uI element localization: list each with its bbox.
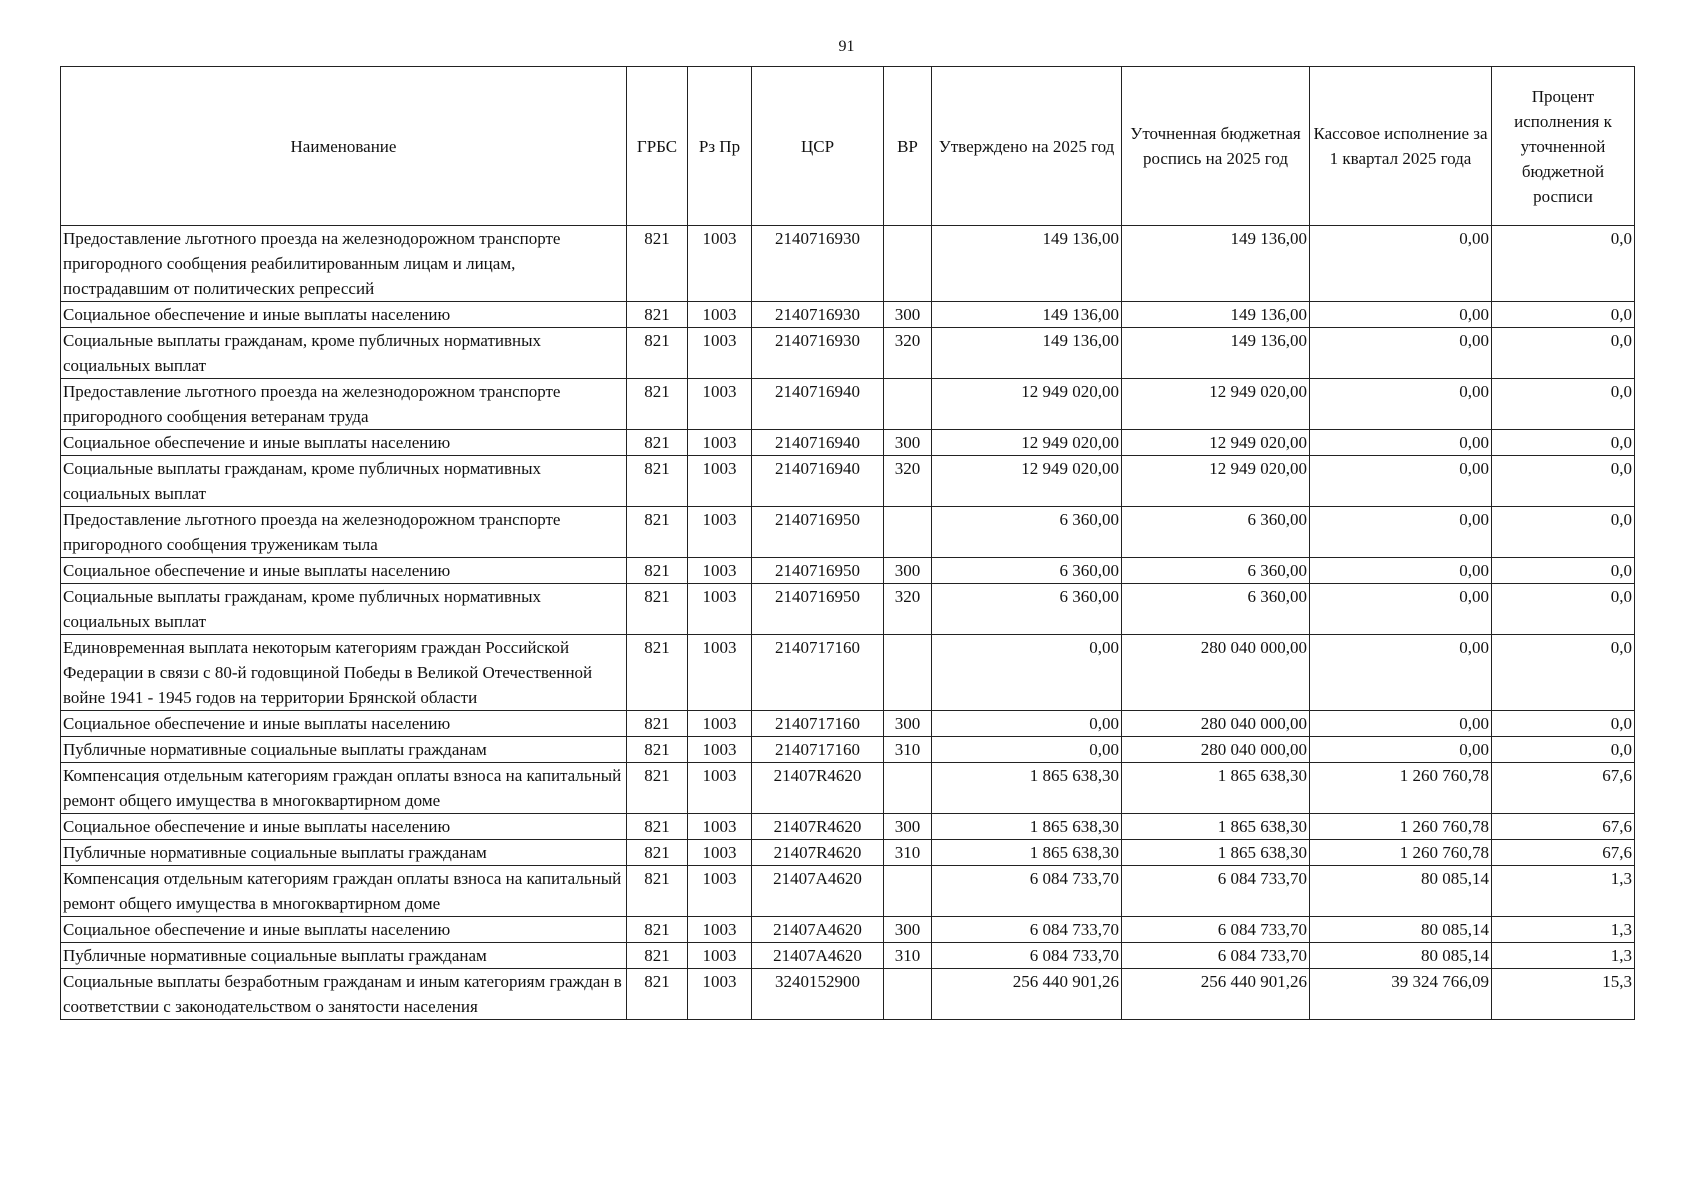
cell-percent: 0,0 xyxy=(1492,711,1635,737)
cell-grbs: 821 xyxy=(627,969,688,1020)
cell-cash: 0,00 xyxy=(1310,379,1492,430)
cell-vr: 300 xyxy=(884,917,932,943)
cell-approved: 1 865 638,30 xyxy=(932,840,1122,866)
cell-grbs: 821 xyxy=(627,379,688,430)
header-cash: Кассовое исполнение за 1 квартал 2025 года xyxy=(1310,67,1492,226)
cell-approved: 0,00 xyxy=(932,737,1122,763)
cell-cash: 80 085,14 xyxy=(1310,943,1492,969)
cell-vr xyxy=(884,866,932,917)
cell-refined: 149 136,00 xyxy=(1122,226,1310,302)
cell-rzpr: 1003 xyxy=(688,379,752,430)
cell-vr: 300 xyxy=(884,558,932,584)
cell-csr: 2140716930 xyxy=(752,302,884,328)
cell-vr: 310 xyxy=(884,737,932,763)
table-row xyxy=(61,302,1635,328)
cell-rzpr: 1003 xyxy=(688,917,752,943)
cell-csr: 2140716950 xyxy=(752,507,884,558)
cell-rzpr: 1003 xyxy=(688,969,752,1020)
table-row xyxy=(61,814,1635,840)
cell-approved: 6 360,00 xyxy=(932,558,1122,584)
cell-percent: 1,3 xyxy=(1492,943,1635,969)
cell-rzpr: 1003 xyxy=(688,763,752,814)
cell-csr: 21407R4620 xyxy=(752,814,884,840)
table-row xyxy=(61,635,1635,711)
cell-percent: 67,6 xyxy=(1492,814,1635,840)
cell-cash: 1 260 760,78 xyxy=(1310,840,1492,866)
cell-refined: 6 084 733,70 xyxy=(1122,943,1310,969)
cell-name: Социальные выплаты безработным гражданам и иным категориям граждан в соответствии с законодательством о занятости населения xyxy=(61,969,627,1020)
cell-rzpr: 1003 xyxy=(688,943,752,969)
cell-rzpr: 1003 xyxy=(688,711,752,737)
cell-refined: 280 040 000,00 xyxy=(1122,711,1310,737)
cell-csr: 3240152900 xyxy=(752,969,884,1020)
cell-grbs: 821 xyxy=(627,840,688,866)
page-number: 91 xyxy=(838,38,855,55)
cell-vr: 300 xyxy=(884,430,932,456)
cell-vr: 310 xyxy=(884,840,932,866)
cell-refined: 6 360,00 xyxy=(1122,507,1310,558)
cell-cash: 0,00 xyxy=(1310,737,1492,763)
cell-percent: 0,0 xyxy=(1492,456,1635,507)
cell-refined: 1 865 638,30 xyxy=(1122,763,1310,814)
cell-name: Единовременная выплата некоторым категориям граждан Российской Федерации в связи с 80-й годовщиной Победы в Великой Отечественной войне 1941 - 1945 годов на территории Брянской области xyxy=(61,635,627,711)
table-row xyxy=(61,969,1635,1020)
cell-grbs: 821 xyxy=(627,763,688,814)
cell-cash: 0,00 xyxy=(1310,711,1492,737)
cell-grbs: 821 xyxy=(627,226,688,302)
table-row xyxy=(61,763,1635,814)
cell-percent: 0,0 xyxy=(1492,558,1635,584)
cell-rzpr: 1003 xyxy=(688,456,752,507)
table-row xyxy=(61,226,1635,302)
cell-cash: 0,00 xyxy=(1310,635,1492,711)
cell-vr: 320 xyxy=(884,328,932,379)
cell-name: Предоставление льготного проезда на железнодорожном транспорте пригородного сообщения труженикам тыла xyxy=(61,507,627,558)
cell-percent: 0,0 xyxy=(1492,379,1635,430)
table-row xyxy=(61,507,1635,558)
header-approved: Утверждено на 2025 год xyxy=(932,67,1122,226)
header-percent: Процент исполнения к уточненной бюджетной росписи xyxy=(1492,67,1635,226)
cell-cash: 39 324 766,09 xyxy=(1310,969,1492,1020)
cell-name: Предоставление льготного проезда на железнодорожном транспорте пригородного сообщения реабилитированным лицам и лицам, пострадавшим от политических репрессий xyxy=(61,226,627,302)
cell-refined: 6 360,00 xyxy=(1122,584,1310,635)
cell-rzpr: 1003 xyxy=(688,302,752,328)
cell-cash: 80 085,14 xyxy=(1310,917,1492,943)
cell-csr: 2140716930 xyxy=(752,328,884,379)
cell-approved: 149 136,00 xyxy=(932,328,1122,379)
cell-csr: 21407A4620 xyxy=(752,943,884,969)
cell-vr xyxy=(884,969,932,1020)
cell-csr: 21407A4620 xyxy=(752,917,884,943)
cell-approved: 1 865 638,30 xyxy=(932,763,1122,814)
cell-name: Социальное обеспечение и иные выплаты населению xyxy=(61,302,627,328)
cell-cash: 0,00 xyxy=(1310,430,1492,456)
cell-refined: 149 136,00 xyxy=(1122,302,1310,328)
cell-cash: 0,00 xyxy=(1310,456,1492,507)
cell-rzpr: 1003 xyxy=(688,507,752,558)
cell-name: Социальные выплаты гражданам, кроме публичных нормативных социальных выплат xyxy=(61,584,627,635)
cell-name: Социальное обеспечение и иные выплаты населению xyxy=(61,711,627,737)
table-row xyxy=(61,379,1635,430)
cell-approved: 256 440 901,26 xyxy=(932,969,1122,1020)
header-rzpr: Рз Пр xyxy=(688,67,752,226)
cell-approved: 12 949 020,00 xyxy=(932,430,1122,456)
cell-csr: 2140716930 xyxy=(752,226,884,302)
cell-refined: 280 040 000,00 xyxy=(1122,737,1310,763)
cell-rzpr: 1003 xyxy=(688,226,752,302)
cell-grbs: 821 xyxy=(627,558,688,584)
cell-vr xyxy=(884,379,932,430)
cell-percent: 0,0 xyxy=(1492,584,1635,635)
cell-approved: 6 084 733,70 xyxy=(932,943,1122,969)
cell-cash: 0,00 xyxy=(1310,558,1492,584)
cell-refined: 6 084 733,70 xyxy=(1122,866,1310,917)
cell-csr: 2140716940 xyxy=(752,430,884,456)
cell-vr: 320 xyxy=(884,584,932,635)
cell-name: Социальное обеспечение и иные выплаты населению xyxy=(61,917,627,943)
cell-name: Публичные нормативные социальные выплаты гражданам xyxy=(61,840,627,866)
table-row xyxy=(61,866,1635,917)
cell-approved: 12 949 020,00 xyxy=(932,456,1122,507)
cell-refined: 6 360,00 xyxy=(1122,558,1310,584)
cell-rzpr: 1003 xyxy=(688,840,752,866)
cell-grbs: 821 xyxy=(627,737,688,763)
cell-grbs: 821 xyxy=(627,814,688,840)
table-row xyxy=(61,558,1635,584)
cell-refined: 12 949 020,00 xyxy=(1122,379,1310,430)
cell-rzpr: 1003 xyxy=(688,430,752,456)
cell-approved: 12 949 020,00 xyxy=(932,379,1122,430)
cell-percent: 0,0 xyxy=(1492,328,1635,379)
cell-refined: 1 865 638,30 xyxy=(1122,840,1310,866)
cell-rzpr: 1003 xyxy=(688,866,752,917)
header-name: Наименование xyxy=(61,67,627,226)
cell-refined: 12 949 020,00 xyxy=(1122,456,1310,507)
cell-approved: 0,00 xyxy=(932,635,1122,711)
cell-name: Публичные нормативные социальные выплаты гражданам xyxy=(61,737,627,763)
cell-vr xyxy=(884,635,932,711)
budget-table xyxy=(60,66,1635,1020)
cell-csr: 21407R4620 xyxy=(752,840,884,866)
cell-csr: 2140716940 xyxy=(752,456,884,507)
cell-cash: 0,00 xyxy=(1310,226,1492,302)
table-row xyxy=(61,328,1635,379)
cell-csr: 21407R4620 xyxy=(752,763,884,814)
cell-cash: 1 260 760,78 xyxy=(1310,763,1492,814)
cell-csr: 2140717160 xyxy=(752,711,884,737)
cell-percent: 0,0 xyxy=(1492,302,1635,328)
cell-approved: 1 865 638,30 xyxy=(932,814,1122,840)
cell-refined: 12 949 020,00 xyxy=(1122,430,1310,456)
cell-vr: 300 xyxy=(884,302,932,328)
cell-rzpr: 1003 xyxy=(688,635,752,711)
cell-csr: 2140716940 xyxy=(752,379,884,430)
cell-cash: 80 085,14 xyxy=(1310,866,1492,917)
cell-grbs: 821 xyxy=(627,866,688,917)
table-row xyxy=(61,943,1635,969)
cell-percent: 0,0 xyxy=(1492,430,1635,456)
cell-rzpr: 1003 xyxy=(688,584,752,635)
cell-grbs: 821 xyxy=(627,507,688,558)
cell-name: Предоставление льготного проезда на железнодорожном транспорте пригородного сообщения ветеранам труда xyxy=(61,379,627,430)
cell-grbs: 821 xyxy=(627,635,688,711)
cell-name: Публичные нормативные социальные выплаты гражданам xyxy=(61,943,627,969)
cell-cash: 1 260 760,78 xyxy=(1310,814,1492,840)
table-row xyxy=(61,456,1635,507)
cell-vr: 310 xyxy=(884,943,932,969)
cell-percent: 0,0 xyxy=(1492,737,1635,763)
cell-percent: 0,0 xyxy=(1492,635,1635,711)
cell-vr xyxy=(884,763,932,814)
cell-rzpr: 1003 xyxy=(688,328,752,379)
cell-grbs: 821 xyxy=(627,943,688,969)
cell-name: Социальное обеспечение и иные выплаты населению xyxy=(61,430,627,456)
cell-percent: 0,0 xyxy=(1492,226,1635,302)
cell-vr: 300 xyxy=(884,711,932,737)
cell-rzpr: 1003 xyxy=(688,558,752,584)
table-header xyxy=(61,67,1635,226)
cell-grbs: 821 xyxy=(627,302,688,328)
header-refined: Уточненная бюджетная роспись на 2025 год xyxy=(1122,67,1310,226)
cell-percent: 0,0 xyxy=(1492,507,1635,558)
table-row xyxy=(61,711,1635,737)
cell-grbs: 821 xyxy=(627,328,688,379)
cell-approved: 6 360,00 xyxy=(932,584,1122,635)
cell-percent: 1,3 xyxy=(1492,917,1635,943)
cell-grbs: 821 xyxy=(627,584,688,635)
cell-name: Социальное обеспечение и иные выплаты населению xyxy=(61,814,627,840)
cell-rzpr: 1003 xyxy=(688,737,752,763)
cell-vr: 300 xyxy=(884,814,932,840)
cell-name: Компенсация отдельным категориям граждан оплаты взноса на капитальный ремонт общего имущества в многоквартирном доме xyxy=(61,763,627,814)
cell-csr: 2140717160 xyxy=(752,635,884,711)
cell-csr: 2140717160 xyxy=(752,737,884,763)
cell-approved: 149 136,00 xyxy=(932,302,1122,328)
table-row xyxy=(61,917,1635,943)
cell-vr: 320 xyxy=(884,456,932,507)
cell-percent: 1,3 xyxy=(1492,866,1635,917)
cell-cash: 0,00 xyxy=(1310,302,1492,328)
cell-refined: 256 440 901,26 xyxy=(1122,969,1310,1020)
table-row xyxy=(61,737,1635,763)
header-csr: ЦСР xyxy=(752,67,884,226)
cell-approved: 6 360,00 xyxy=(932,507,1122,558)
table-row xyxy=(61,584,1635,635)
cell-rzpr: 1003 xyxy=(688,814,752,840)
cell-percent: 15,3 xyxy=(1492,969,1635,1020)
cell-csr: 2140716950 xyxy=(752,558,884,584)
cell-csr: 21407A4620 xyxy=(752,866,884,917)
cell-approved: 6 084 733,70 xyxy=(932,866,1122,917)
cell-percent: 67,6 xyxy=(1492,763,1635,814)
cell-refined: 6 084 733,70 xyxy=(1122,917,1310,943)
header-vr: ВР xyxy=(884,67,932,226)
cell-approved: 6 084 733,70 xyxy=(932,917,1122,943)
cell-refined: 149 136,00 xyxy=(1122,328,1310,379)
cell-vr xyxy=(884,507,932,558)
table-row xyxy=(61,430,1635,456)
cell-refined: 280 040 000,00 xyxy=(1122,635,1310,711)
cell-grbs: 821 xyxy=(627,711,688,737)
cell-vr xyxy=(884,226,932,302)
table-body xyxy=(61,226,1635,1020)
cell-refined: 1 865 638,30 xyxy=(1122,814,1310,840)
cell-name: Социальное обеспечение и иные выплаты населению xyxy=(61,558,627,584)
cell-cash: 0,00 xyxy=(1310,507,1492,558)
cell-approved: 149 136,00 xyxy=(932,226,1122,302)
cell-cash: 0,00 xyxy=(1310,584,1492,635)
cell-approved: 0,00 xyxy=(932,711,1122,737)
cell-cash: 0,00 xyxy=(1310,328,1492,379)
header-grbs: ГРБС xyxy=(627,67,688,226)
cell-name: Компенсация отдельным категориям граждан оплаты взноса на капитальный ремонт общего имущества в многоквартирном доме xyxy=(61,866,627,917)
cell-name: Социальные выплаты гражданам, кроме публичных нормативных социальных выплат xyxy=(61,328,627,379)
cell-grbs: 821 xyxy=(627,917,688,943)
cell-name: Социальные выплаты гражданам, кроме публичных нормативных социальных выплат xyxy=(61,456,627,507)
cell-grbs: 821 xyxy=(627,456,688,507)
table-row xyxy=(61,840,1635,866)
cell-grbs: 821 xyxy=(627,430,688,456)
cell-percent: 67,6 xyxy=(1492,840,1635,866)
cell-csr: 2140716950 xyxy=(752,584,884,635)
